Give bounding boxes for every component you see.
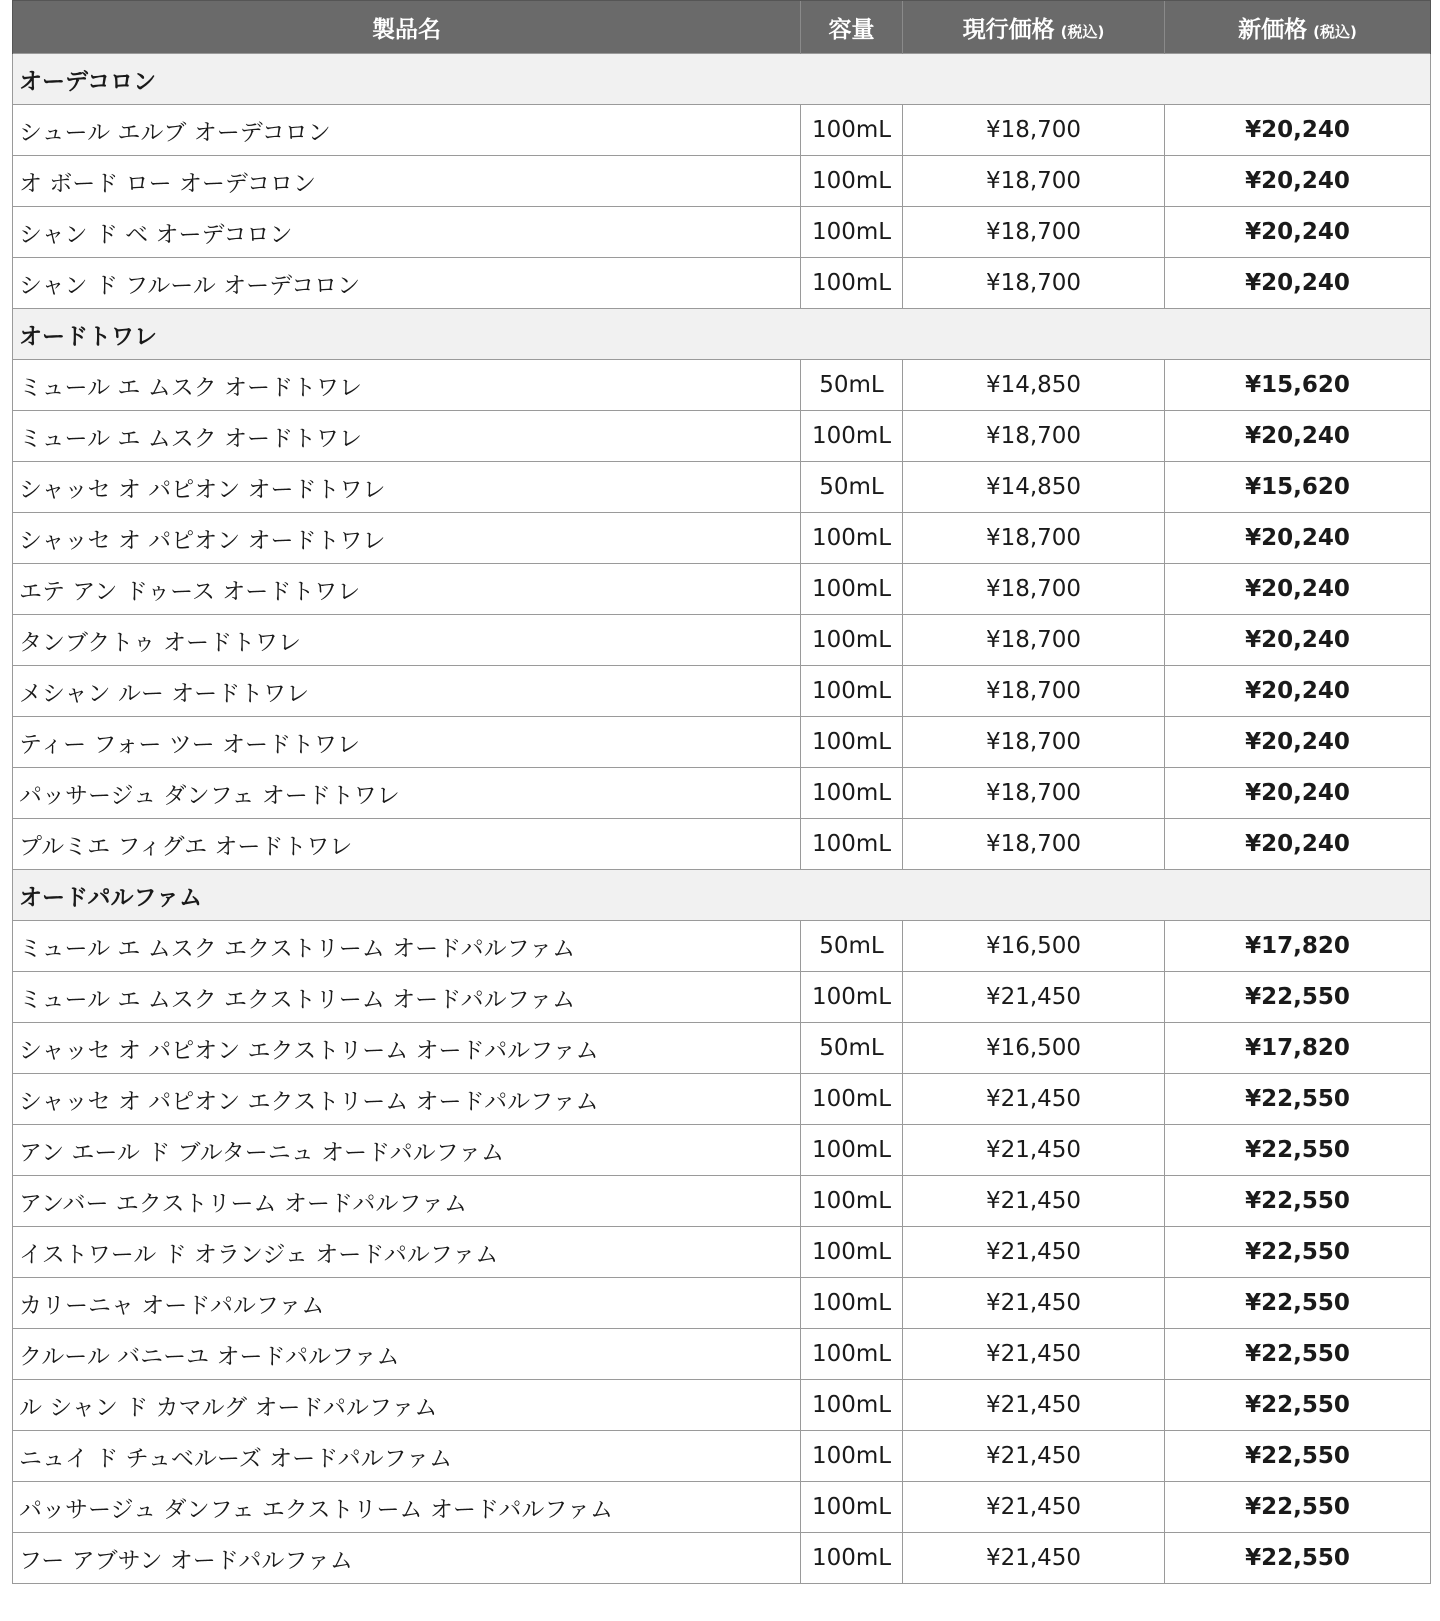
product-name-cell: ミュール エ ムスク オードトワレ <box>13 411 801 462</box>
table-row <box>13 1023 1431 1074</box>
table-row <box>13 411 1431 462</box>
tax-included-note: (税込) <box>1060 22 1105 41</box>
current-price-cell: ¥16,500 <box>903 1023 1165 1074</box>
table-row <box>13 513 1431 564</box>
product-name-cell: メシャン ルー オードトワレ <box>13 666 801 717</box>
volume-cell: 100mL <box>801 156 903 207</box>
current-price-cell: ¥21,450 <box>903 1125 1165 1176</box>
product-name-cell: エテ アン ドゥース オードトワレ <box>13 564 801 615</box>
category-row <box>13 54 1431 105</box>
current-price-cell: ¥18,700 <box>903 105 1165 156</box>
table-row <box>13 768 1431 819</box>
table-row <box>13 1380 1431 1431</box>
product-name-cell: カリーニャ オードパルファム <box>13 1278 801 1329</box>
product-name-cell: ティー フォー ツー オードトワレ <box>13 717 801 768</box>
volume-cell: 100mL <box>801 258 903 309</box>
current-price-cell: ¥18,700 <box>903 411 1165 462</box>
category-label: オードパルファム <box>13 870 1431 921</box>
table-row <box>13 1533 1431 1584</box>
volume-cell: 50mL <box>801 1023 903 1074</box>
product-name-cell: オ ボード ロー オーデコロン <box>13 156 801 207</box>
new-price-cell: ¥22,550 <box>1165 1482 1431 1533</box>
new-price-cell: ¥22,550 <box>1165 1431 1431 1482</box>
current-price-cell: ¥21,450 <box>903 1482 1165 1533</box>
new-price-cell: ¥22,550 <box>1165 1278 1431 1329</box>
current-price-cell: ¥18,700 <box>903 819 1165 870</box>
table-row <box>13 360 1431 411</box>
product-name-cell: シュール エルブ オーデコロン <box>13 105 801 156</box>
volume-cell: 100mL <box>801 1074 903 1125</box>
table-row <box>13 615 1431 666</box>
product-name-cell: ミュール エ ムスク エクストリーム オードパルファム <box>13 921 801 972</box>
volume-cell: 100mL <box>801 717 903 768</box>
current-price-cell: ¥18,700 <box>903 768 1165 819</box>
new-price-cell: ¥20,240 <box>1165 156 1431 207</box>
volume-cell: 100mL <box>801 1125 903 1176</box>
product-name-cell: シャッセ オ パピオン エクストリーム オードパルファム <box>13 1023 801 1074</box>
category-label: オードトワレ <box>13 309 1431 360</box>
category-row <box>13 870 1431 921</box>
current-price-cell: ¥14,850 <box>903 360 1165 411</box>
table-row <box>13 1125 1431 1176</box>
product-name-cell: プルミエ フィグエ オードトワレ <box>13 819 801 870</box>
product-name-cell: タンブクトゥ オードトワレ <box>13 615 801 666</box>
category-label: オーデコロン <box>13 54 1431 105</box>
product-name-cell: ミュール エ ムスク エクストリーム オードパルファム <box>13 972 801 1023</box>
product-name-cell: シャッセ オ パピオン オードトワレ <box>13 462 801 513</box>
current-price-cell: ¥21,450 <box>903 1176 1165 1227</box>
new-price-cell: ¥22,550 <box>1165 1329 1431 1380</box>
product-name-cell: シャン ド フルール オーデコロン <box>13 258 801 309</box>
volume-cell: 100mL <box>801 105 903 156</box>
product-name-cell: パッサージュ ダンフェ エクストリーム オードパルファム <box>13 1482 801 1533</box>
volume-cell: 50mL <box>801 921 903 972</box>
new-price-cell: ¥20,240 <box>1165 819 1431 870</box>
table-row <box>13 462 1431 513</box>
volume-cell: 100mL <box>801 1482 903 1533</box>
table-row <box>13 1278 1431 1329</box>
current-price-cell: ¥18,700 <box>903 258 1165 309</box>
new-price-cell: ¥20,240 <box>1165 768 1431 819</box>
current-price-cell: ¥18,700 <box>903 666 1165 717</box>
current-price-cell: ¥21,450 <box>903 1431 1165 1482</box>
table-row <box>13 1227 1431 1278</box>
product-name-cell: シャッセ オ パピオン エクストリーム オードパルファム <box>13 1074 801 1125</box>
table-row <box>13 258 1431 309</box>
volume-cell: 100mL <box>801 411 903 462</box>
current-price-cell: ¥21,450 <box>903 972 1165 1023</box>
new-price-cell: ¥15,620 <box>1165 462 1431 513</box>
product-name-cell: シャン ド ベ オーデコロン <box>13 207 801 258</box>
new-price-cell: ¥20,240 <box>1165 615 1431 666</box>
product-name-cell: イストワール ド オランジェ オードパルファム <box>13 1227 801 1278</box>
product-name-cell: ミュール エ ムスク オードトワレ <box>13 360 801 411</box>
current-price-cell: ¥18,700 <box>903 564 1165 615</box>
volume-cell: 100mL <box>801 1431 903 1482</box>
volume-cell: 50mL <box>801 360 903 411</box>
volume-cell: 100mL <box>801 1329 903 1380</box>
volume-cell: 100mL <box>801 564 903 615</box>
table-row <box>13 1482 1431 1533</box>
product-name-cell: パッサージュ ダンフェ オードトワレ <box>13 768 801 819</box>
volume-cell: 100mL <box>801 1227 903 1278</box>
current-price-cell: ¥21,450 <box>903 1533 1165 1584</box>
price-table <box>12 0 1431 1584</box>
table-row <box>13 717 1431 768</box>
new-price-cell: ¥22,550 <box>1165 1227 1431 1278</box>
current-price-cell: ¥21,450 <box>903 1329 1165 1380</box>
table-row <box>13 972 1431 1023</box>
new-price-cell: ¥17,820 <box>1165 921 1431 972</box>
volume-cell: 100mL <box>801 972 903 1023</box>
current-price-cell: ¥14,850 <box>903 462 1165 513</box>
new-price-cell: ¥20,240 <box>1165 513 1431 564</box>
product-name-cell: アン エール ド ブルターニュ オードパルファム <box>13 1125 801 1176</box>
new-price-cell: ¥22,550 <box>1165 1533 1431 1584</box>
table-row <box>13 105 1431 156</box>
current-price-cell: ¥21,450 <box>903 1278 1165 1329</box>
table-row <box>13 156 1431 207</box>
volume-cell: 100mL <box>801 1278 903 1329</box>
volume-cell: 100mL <box>801 1533 903 1584</box>
table-row <box>13 207 1431 258</box>
current-price-cell: ¥18,700 <box>903 156 1165 207</box>
header-product-name: 製品名 <box>13 1 801 54</box>
table-row <box>13 921 1431 972</box>
table-row <box>13 1074 1431 1125</box>
volume-cell: 100mL <box>801 768 903 819</box>
product-name-cell: ニュイ ド チュベルーズ オードパルファム <box>13 1431 801 1482</box>
current-price-cell: ¥16,500 <box>903 921 1165 972</box>
volume-cell: 100mL <box>801 615 903 666</box>
current-price-cell: ¥21,450 <box>903 1380 1165 1431</box>
volume-cell: 100mL <box>801 207 903 258</box>
volume-cell: 100mL <box>801 513 903 564</box>
header-current-price: 現行価格 (税込) <box>903 1 1165 54</box>
volume-cell: 100mL <box>801 819 903 870</box>
new-price-cell: ¥22,550 <box>1165 1074 1431 1125</box>
new-price-cell: ¥22,550 <box>1165 1380 1431 1431</box>
current-price-cell: ¥18,700 <box>903 615 1165 666</box>
table-body <box>13 54 1431 1584</box>
product-name-cell: ル シャン ド カマルグ オードパルファム <box>13 1380 801 1431</box>
volume-cell: 100mL <box>801 1380 903 1431</box>
volume-cell: 100mL <box>801 1176 903 1227</box>
current-price-cell: ¥18,700 <box>903 513 1165 564</box>
new-price-cell: ¥20,240 <box>1165 666 1431 717</box>
table-row <box>13 1329 1431 1380</box>
header-row <box>13 1 1431 54</box>
product-name-cell: クルール バニーユ オードパルファム <box>13 1329 801 1380</box>
new-price-cell: ¥20,240 <box>1165 564 1431 615</box>
table-row <box>13 1176 1431 1227</box>
tax-included-note: (税込) <box>1313 22 1357 41</box>
new-price-cell: ¥22,550 <box>1165 972 1431 1023</box>
product-name-cell: フー アブサン オードパルファム <box>13 1533 801 1584</box>
new-price-cell: ¥17,820 <box>1165 1023 1431 1074</box>
table-row <box>13 666 1431 717</box>
new-price-cell: ¥20,240 <box>1165 105 1431 156</box>
header-new-price: 新価格 (税込) <box>1165 1 1431 54</box>
header-volume: 容量 <box>801 1 903 54</box>
new-price-cell: ¥20,240 <box>1165 717 1431 768</box>
volume-cell: 50mL <box>801 462 903 513</box>
new-price-cell: ¥15,620 <box>1165 360 1431 411</box>
current-price-cell: ¥18,700 <box>903 207 1165 258</box>
table-header <box>13 1 1431 54</box>
table-row <box>13 564 1431 615</box>
table-row <box>13 1431 1431 1482</box>
volume-cell: 100mL <box>801 666 903 717</box>
new-price-cell: ¥22,550 <box>1165 1176 1431 1227</box>
new-price-cell: ¥22,550 <box>1165 1125 1431 1176</box>
product-name-cell: アンバー エクストリーム オードパルファム <box>13 1176 801 1227</box>
table-row <box>13 819 1431 870</box>
current-price-cell: ¥21,450 <box>903 1074 1165 1125</box>
product-name-cell: シャッセ オ パピオン オードトワレ <box>13 513 801 564</box>
current-price-cell: ¥21,450 <box>903 1227 1165 1278</box>
new-price-cell: ¥20,240 <box>1165 207 1431 258</box>
new-price-cell: ¥20,240 <box>1165 411 1431 462</box>
category-row <box>13 309 1431 360</box>
current-price-cell: ¥18,700 <box>903 717 1165 768</box>
new-price-cell: ¥20,240 <box>1165 258 1431 309</box>
